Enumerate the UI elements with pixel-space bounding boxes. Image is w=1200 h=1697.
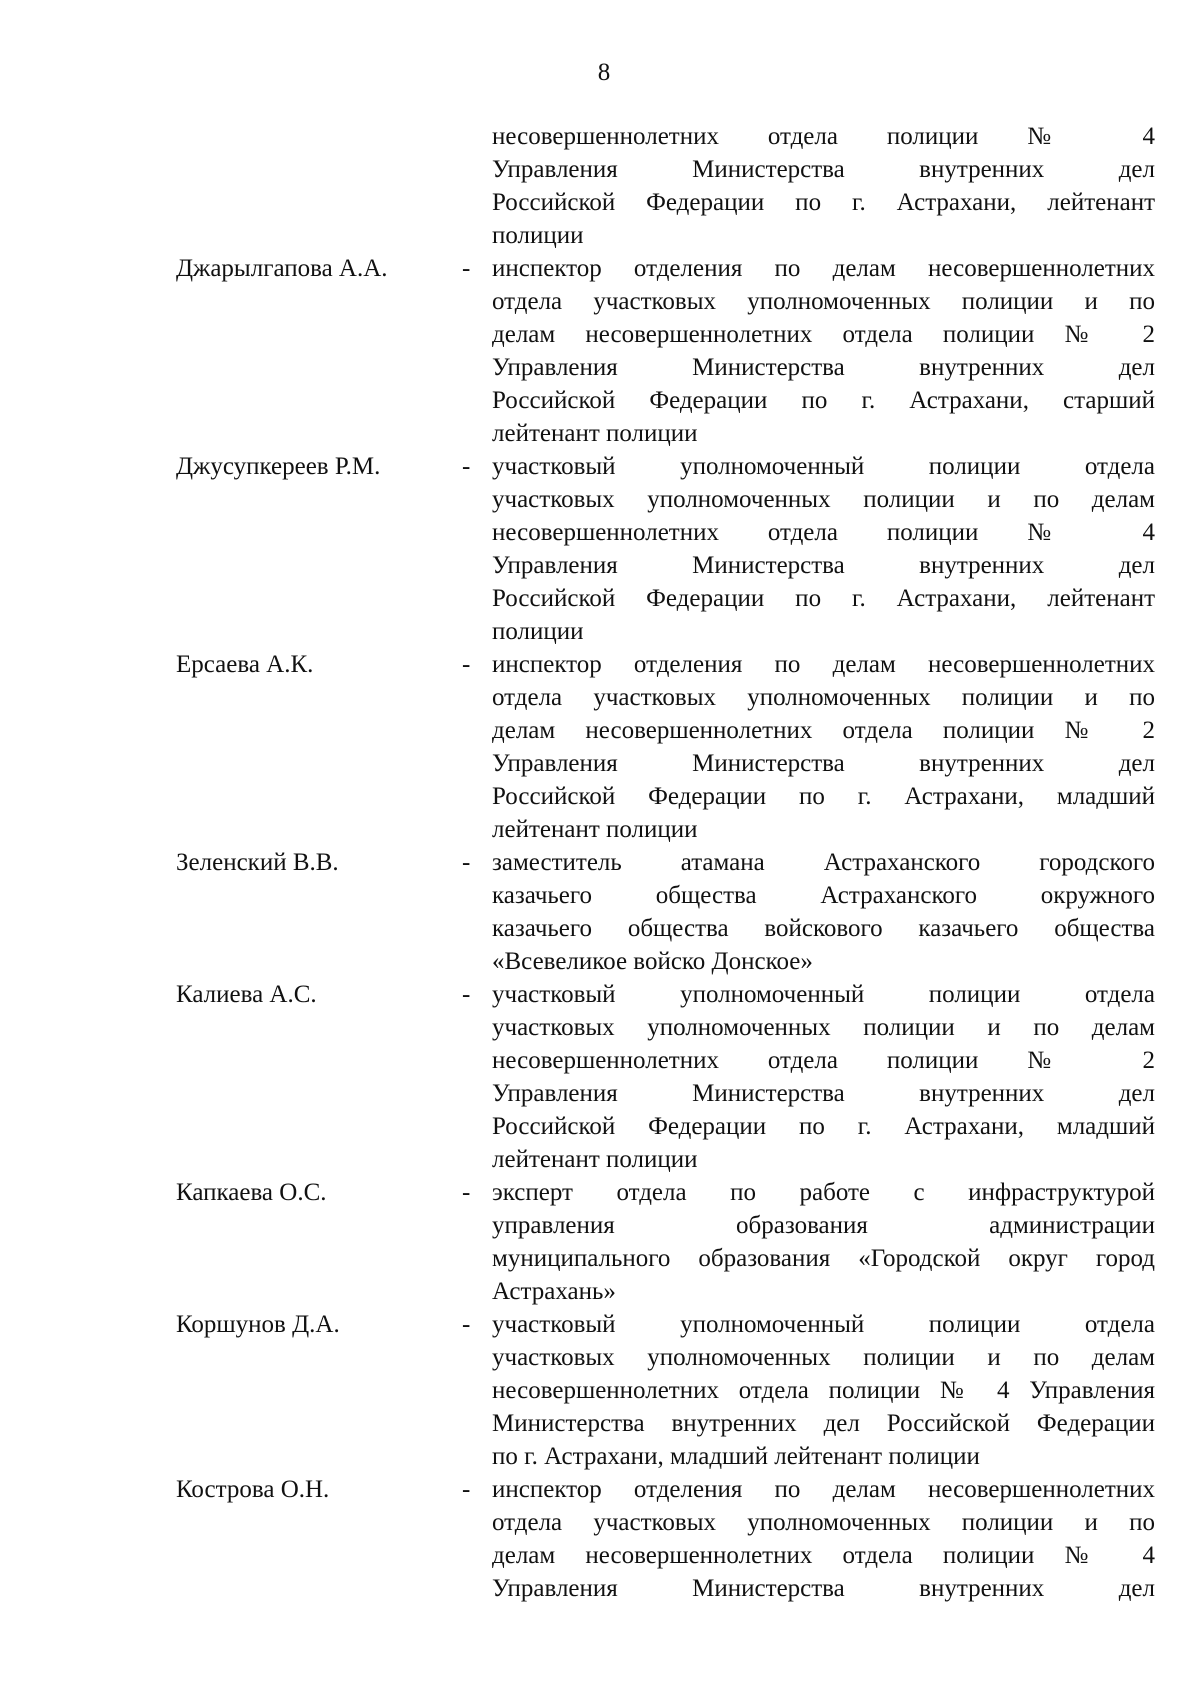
member-name: Коршунов Д.А. <box>176 1311 340 1338</box>
member-entry <box>0 846 1200 978</box>
position-line: полиции <box>492 222 584 249</box>
position-line: Управления Министерства внутренних дел <box>492 1575 1155 1602</box>
position-line: несовершеннолетних отдела полиции № 4 <box>492 519 1155 546</box>
member-entry <box>0 978 1200 1176</box>
entry-dash: - <box>462 981 471 1008</box>
member-name: Капкаева О.С. <box>176 1179 327 1206</box>
position-line: участковых уполномоченных полиции и по делам <box>492 1344 1155 1371</box>
member-entry <box>0 1176 1200 1308</box>
position-line: несовершеннолетних отдела полиции № 4 Управления <box>492 1377 1155 1404</box>
entry-dash: - <box>462 849 471 876</box>
position-line: несовершеннолетних отдела полиции № 4 <box>492 123 1155 150</box>
position-line: участковых уполномоченных полиции и по делам <box>492 1014 1155 1041</box>
position-line: отдела участковых уполномоченных полиции и по <box>492 684 1155 711</box>
member-position <box>492 1473 1155 1605</box>
member-name: Джусупкереев Р.М. <box>176 453 381 480</box>
position-line: эксперт отдела по работе с инфраструктурой <box>492 1179 1155 1206</box>
position-line: лейтенант полиции <box>492 420 698 447</box>
position-line: Управления Министерства внутренних дел <box>492 156 1155 183</box>
member-name: Кострова О.Н. <box>176 1476 330 1503</box>
position-line: отдела участковых уполномоченных полиции и по <box>492 1509 1155 1536</box>
position-line: делам несовершеннолетних отдела полиции № 4 <box>492 1542 1155 1569</box>
position-line: муниципального образования «Городской округ город <box>492 1245 1155 1272</box>
entry-dash: - <box>462 453 471 480</box>
member-position <box>492 648 1155 846</box>
position-line: Управления Министерства внутренних дел <box>492 354 1155 381</box>
position-line: полиции <box>492 618 584 645</box>
member-position <box>492 120 1155 252</box>
position-line: участковый уполномоченный полиции отдела <box>492 981 1155 1008</box>
member-position <box>492 1176 1155 1308</box>
position-line: казачьего общества войскового казачьего общества <box>492 915 1155 942</box>
position-line: Российской Федерации по г. Астрахани, младший <box>492 1113 1155 1140</box>
entry-dash: - <box>462 1311 471 1338</box>
entry-dash: - <box>462 255 471 282</box>
position-line: лейтенант полиции <box>492 816 698 843</box>
member-entry <box>0 1308 1200 1473</box>
position-line: участковый уполномоченный полиции отдела <box>492 453 1155 480</box>
position-line: участковый уполномоченный полиции отдела <box>492 1311 1155 1338</box>
position-line: участковых уполномоченных полиции и по делам <box>492 486 1155 513</box>
position-line: Астрахань» <box>492 1278 616 1305</box>
position-line: лейтенант полиции <box>492 1146 698 1173</box>
entry-dash: - <box>462 1179 471 1206</box>
member-entry <box>0 252 1200 450</box>
position-line: несовершеннолетних отдела полиции № 2 <box>492 1047 1155 1074</box>
member-entry <box>0 1473 1200 1605</box>
position-line: инспектор отделения по делам несовершеннолетних <box>492 255 1155 282</box>
member-name: Джарылгапова А.А. <box>176 255 388 282</box>
member-name: Калиева А.С. <box>176 981 317 1008</box>
position-line: Российской Федерации по г. Астрахани, лейтенант <box>492 585 1155 612</box>
member-position <box>492 978 1155 1176</box>
member-list <box>0 120 1200 1605</box>
member-position <box>492 450 1155 648</box>
position-line: Российской Федерации по г. Астрахани, лейтенант <box>492 189 1155 216</box>
position-line: Управления Министерства внутренних дел <box>492 552 1155 579</box>
position-line: Управления Министерства внутренних дел <box>492 1080 1155 1107</box>
position-line: инспектор отделения по делам несовершеннолетних <box>492 1476 1155 1503</box>
position-line: делам несовершеннолетних отдела полиции № 2 <box>492 321 1155 348</box>
member-name: Ерсаева А.К. <box>176 651 314 678</box>
member-position <box>492 252 1155 450</box>
member-name: Зеленский В.В. <box>176 849 339 876</box>
member-entry <box>0 450 1200 648</box>
position-line: казачьего общества Астраханского окружного <box>492 882 1155 909</box>
position-line: Министерства внутренних дел Российской Федерации <box>492 1410 1155 1437</box>
position-line: управления образования администрации <box>492 1212 1155 1239</box>
position-line: отдела участковых уполномоченных полиции и по <box>492 288 1155 315</box>
member-position <box>492 846 1155 978</box>
position-line: делам несовершеннолетних отдела полиции № 2 <box>492 717 1155 744</box>
position-line: «Всевеликое войско Донское» <box>492 948 813 975</box>
position-line: заместитель атамана Астраханского городского <box>492 849 1155 876</box>
page-number: 8 <box>597 59 611 86</box>
member-entry <box>0 120 1200 252</box>
position-line: инспектор отделения по делам несовершеннолетних <box>492 651 1155 678</box>
member-entry <box>0 648 1200 846</box>
position-line: Управления Министерства внутренних дел <box>492 750 1155 777</box>
member-position <box>492 1308 1155 1473</box>
position-line: Российской Федерации по г. Астрахани, старший <box>492 387 1155 414</box>
entry-dash: - <box>462 651 471 678</box>
position-line: по г. Астрахани, младший лейтенант полиции <box>492 1443 980 1470</box>
entry-dash: - <box>462 1476 471 1503</box>
position-line: Российской Федерации по г. Астрахани, младший <box>492 783 1155 810</box>
